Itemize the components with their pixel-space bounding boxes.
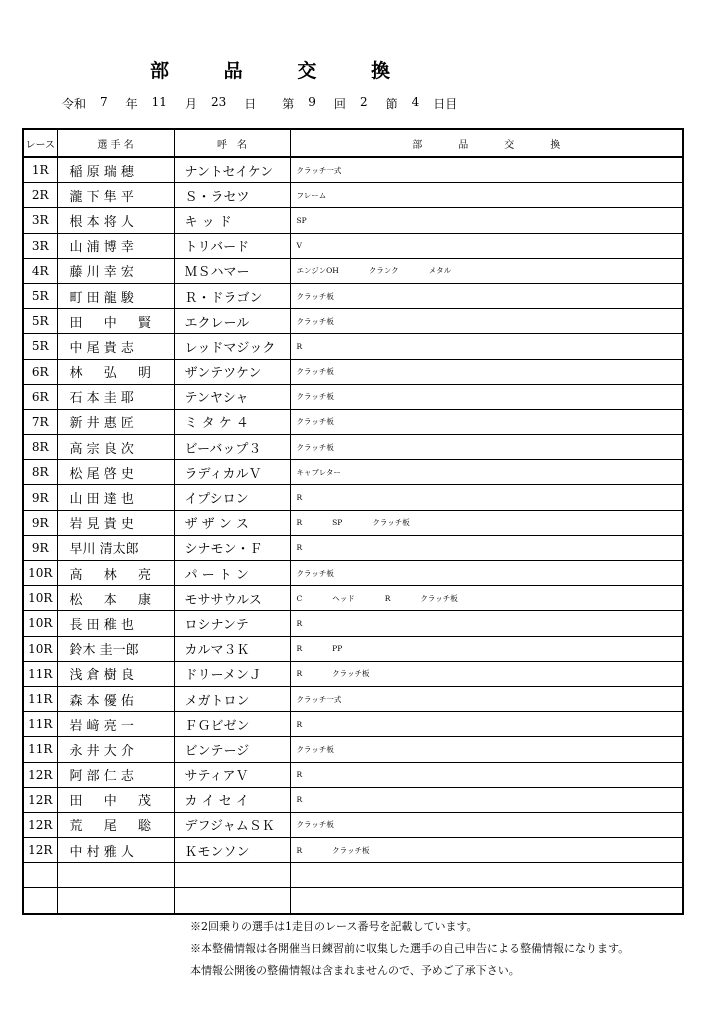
part-item: クラッチ板 — [296, 316, 334, 326]
table-row — [23, 787, 683, 812]
racer-name: 藤 川 幸 宏 — [57, 258, 174, 283]
parts-list — [290, 460, 683, 485]
part-item: R — [296, 341, 303, 351]
racer-name: 田 中 茂 — [57, 787, 174, 812]
racer-name: 稲 原 瑞 穂 — [57, 157, 174, 183]
race-number: 5R — [23, 334, 57, 359]
race-number: 2R — [23, 183, 57, 208]
nickname: Ｒ・ドラゴン — [174, 283, 290, 308]
part-item: クラッチ板 — [296, 367, 334, 377]
race-number: 9R — [23, 510, 57, 535]
nickname: ナントセイケン — [174, 157, 290, 183]
race-number: 12R — [23, 838, 57, 863]
table-row — [23, 812, 683, 837]
part-item: エンジンOH — [296, 266, 339, 276]
parts-list — [290, 233, 683, 258]
racer-name: 荒 尾 聡 — [57, 812, 174, 837]
parts-list — [290, 838, 683, 863]
part-item: クラッチ板 — [420, 593, 458, 603]
parts-list — [290, 686, 683, 711]
part-item: クラッチ板 — [296, 392, 334, 402]
racer-name: 根 本 将 人 — [57, 208, 174, 233]
blank-cell — [174, 863, 290, 888]
parts-list — [290, 309, 683, 334]
part-item: C — [296, 593, 303, 603]
parts-list — [290, 787, 683, 812]
nickname: イプシロン — [174, 485, 290, 510]
table-row — [23, 535, 683, 560]
table-row — [23, 183, 683, 208]
table-row — [23, 510, 683, 535]
nickname: レッドマジック — [174, 334, 290, 359]
part-item: フレーム — [296, 190, 327, 200]
table-row — [23, 611, 683, 636]
parts-list — [290, 812, 683, 837]
racer-name: 山 田 達 也 — [57, 485, 174, 510]
race-number: 11R — [23, 712, 57, 737]
title-char: 交 — [297, 60, 317, 82]
blank-cell — [57, 863, 174, 888]
header-parts — [290, 129, 683, 157]
racer-name: 早川 清太郎 — [57, 535, 174, 560]
race-number: 11R — [23, 686, 57, 711]
parts-list — [290, 712, 683, 737]
racer-name: 岩 﨑 亮 一 — [57, 712, 174, 737]
race-number: 4R — [23, 258, 57, 283]
part-item: R — [296, 719, 303, 729]
date-part: 11 — [151, 95, 167, 109]
nickname: キ ッ ド — [174, 208, 290, 233]
racer-name: 阿 部 仁 志 — [57, 762, 174, 787]
part-item: クラッチ板 — [332, 845, 370, 855]
racer-name: 鈴木 圭一郎 — [57, 636, 174, 661]
racer-name: 松 本 康 — [57, 586, 174, 611]
table-row — [23, 359, 683, 384]
nickname: ミ タ ケ ４ — [174, 409, 290, 434]
table-body — [23, 157, 683, 914]
date-line — [62, 95, 457, 111]
racer-name: 中 村 雅 人 — [57, 838, 174, 863]
table-row — [23, 712, 683, 737]
parts-list — [290, 762, 683, 787]
racer-name: 瀧 下 隼 平 — [57, 183, 174, 208]
parts-list — [290, 359, 683, 384]
table-row — [23, 686, 683, 711]
race-number: 9R — [23, 535, 57, 560]
header-parts-char: 交 — [504, 139, 515, 151]
nickname: シナモン・Ｆ — [174, 535, 290, 560]
nickname: ザ ザ ン ス — [174, 510, 290, 535]
table-row — [23, 460, 683, 485]
nickname: ドリーメンＪ — [174, 661, 290, 686]
part-item: R — [296, 493, 303, 503]
part-item: R — [296, 770, 303, 780]
nickname: テンヤシャ — [174, 384, 290, 409]
blank-cell — [23, 863, 57, 888]
racer-name: 中 尾 貴 志 — [57, 334, 174, 359]
part-item: R — [296, 618, 303, 628]
parts-exchange-table — [22, 128, 684, 915]
date-part: 第 — [282, 97, 295, 111]
parts-list — [290, 611, 683, 636]
part-item: クラッチ板 — [296, 744, 334, 754]
blank-cell — [57, 888, 174, 914]
table-row — [23, 485, 683, 510]
table-row — [23, 586, 683, 611]
date-part: 9 — [308, 95, 316, 109]
part-item: クラッチ板 — [296, 291, 334, 301]
race-number: 10R — [23, 636, 57, 661]
parts-list — [290, 183, 683, 208]
race-number: 5R — [23, 283, 57, 308]
part-item: R — [296, 644, 303, 654]
part-item: R — [296, 795, 303, 805]
race-number: 10R — [23, 611, 57, 636]
parts-list — [290, 636, 683, 661]
racer-name: 松 尾 啓 史 — [57, 460, 174, 485]
racer-name: 石 本 圭 耶 — [57, 384, 174, 409]
race-number: 12R — [23, 762, 57, 787]
part-item: クラッチ一式 — [296, 165, 342, 175]
title-char: 部 — [150, 60, 170, 82]
race-number: 8R — [23, 435, 57, 460]
parts-list — [290, 661, 683, 686]
race-number: 3R — [23, 233, 57, 258]
race-number: 12R — [23, 812, 57, 837]
nickname: パ ー ト ン — [174, 561, 290, 586]
nickname: ビーバップ３ — [174, 435, 290, 460]
nickname: エクレール — [174, 309, 290, 334]
parts-list — [290, 384, 683, 409]
race-number: 8R — [23, 460, 57, 485]
racer-name: 長 田 稚 也 — [57, 611, 174, 636]
table-row — [23, 661, 683, 686]
table-row — [23, 233, 683, 258]
nickname: カ イ セ イ — [174, 787, 290, 812]
header-parts-char: 部 — [412, 139, 423, 151]
part-item: クラッチ板 — [296, 442, 334, 452]
table-row — [23, 435, 683, 460]
blank-cell — [290, 863, 683, 888]
race-number: 3R — [23, 208, 57, 233]
part-item: クラッチ板 — [372, 518, 410, 528]
table-row — [23, 208, 683, 233]
part-item: クラッチ板 — [332, 669, 370, 679]
date-part: 2 — [359, 95, 368, 109]
race-number: 6R — [23, 384, 57, 409]
table-row — [23, 737, 683, 762]
racer-name: 高 宗 良 次 — [57, 435, 174, 460]
table-row — [23, 283, 683, 308]
table-row — [23, 762, 683, 787]
parts-list — [290, 561, 683, 586]
race-number: 12R — [23, 787, 57, 812]
part-item: R — [296, 543, 303, 553]
racer-name: 林 弘 明 — [57, 359, 174, 384]
nickname: ロシナンテ — [174, 611, 290, 636]
racer-name: 岩 見 貴 史 — [57, 510, 174, 535]
blank-row — [23, 888, 683, 914]
parts-list — [290, 535, 683, 560]
parts-list — [290, 208, 683, 233]
racer-name: 新 井 惠 匠 — [57, 409, 174, 434]
racer-name: 山 浦 博 幸 — [57, 233, 174, 258]
date-part: 7 — [100, 95, 108, 109]
part-item: SP — [296, 215, 307, 225]
table-row — [23, 258, 683, 283]
part-item: クランク — [368, 266, 399, 276]
part-item: クラッチ板 — [296, 568, 334, 578]
note-3: 本情報公開後の整備情報は含まれませんので、予めご了承下さい。 — [190, 964, 520, 977]
header-racer-name: 選 手 名 — [57, 129, 174, 157]
table-row — [23, 636, 683, 661]
nickname: ザンテツケン — [174, 359, 290, 384]
blank-cell — [174, 888, 290, 914]
race-number: 10R — [23, 561, 57, 586]
race-number: 11R — [23, 737, 57, 762]
table-row — [23, 157, 683, 183]
parts-list — [290, 737, 683, 762]
table-row — [23, 409, 683, 434]
part-item: R — [384, 593, 391, 603]
race-number: 5R — [23, 309, 57, 334]
parts-list — [290, 485, 683, 510]
race-number: 9R — [23, 485, 57, 510]
date-part: 令和 — [62, 97, 87, 111]
title-char: 換 — [370, 60, 390, 82]
header-race: レース — [23, 129, 57, 157]
part-item: クラッチ板 — [296, 820, 334, 830]
date-part: 回 — [333, 97, 346, 111]
header-parts-char: 品 — [458, 139, 469, 151]
nickname: デフジャムＳＫ — [174, 812, 290, 837]
race-number: 6R — [23, 359, 57, 384]
note-1: ※2回乗りの選手は1走目のレース番号を記載しています。 — [190, 920, 478, 933]
parts-list — [290, 157, 683, 183]
part-item: クラッチ板 — [296, 417, 334, 427]
racer-name: 浅 倉 樹 良 — [57, 661, 174, 686]
part-item: ヘッド — [332, 593, 355, 603]
parts-list — [290, 435, 683, 460]
race-number: 1R — [23, 157, 57, 183]
part-item: メタル — [428, 266, 452, 276]
parts-list — [290, 283, 683, 308]
date-part: 4 — [411, 95, 420, 109]
part-item: SP — [332, 518, 343, 528]
date-part: 日 — [244, 97, 257, 111]
parts-list — [290, 258, 683, 283]
nickname: ＭＳハマー — [174, 258, 290, 283]
date-part: 年 — [125, 97, 138, 111]
part-item: PP — [332, 644, 343, 654]
nickname: ラディカルＶ — [174, 460, 290, 485]
table-row — [23, 838, 683, 863]
nickname: Ｓ・ラセツ — [174, 183, 290, 208]
nickname: メガトロン — [174, 686, 290, 711]
part-item: クラッチ一式 — [296, 694, 342, 704]
table-row — [23, 384, 683, 409]
racer-name: 町 田 龍 駿 — [57, 283, 174, 308]
title-char: 品 — [223, 60, 243, 82]
date-part: 23 — [210, 95, 227, 109]
blank-cell — [290, 888, 683, 914]
nickname: トリバード — [174, 233, 290, 258]
table-row — [23, 334, 683, 359]
notes — [190, 916, 629, 982]
date-part: 日目 — [433, 97, 458, 111]
part-item: キャブレター — [296, 467, 341, 477]
date-part: 月 — [184, 97, 197, 111]
racer-name: 永 井 大 介 — [57, 737, 174, 762]
race-number: 7R — [23, 409, 57, 434]
nickname: ＦＧビゼン — [174, 712, 290, 737]
parts-list — [290, 409, 683, 434]
part-item: V — [296, 241, 302, 251]
blank-row — [23, 863, 683, 888]
nickname: サティアＶ — [174, 762, 290, 787]
nickname: モササウルス — [174, 586, 290, 611]
parts-list — [290, 334, 683, 359]
blank-cell — [23, 888, 57, 914]
race-number: 11R — [23, 661, 57, 686]
table-row — [23, 309, 683, 334]
note-2: ※本整備情報は各開催当日練習前に収集した選手の自己申告による整備情報になります。 — [190, 942, 630, 955]
header-nickname: 呼 名 — [174, 129, 290, 157]
table-row — [23, 561, 683, 586]
nickname: ビンテージ — [174, 737, 290, 762]
nickname: カルマ３Ｋ — [174, 636, 290, 661]
date-part: 節 — [385, 97, 398, 111]
page-title — [150, 56, 390, 82]
parts-list — [290, 586, 683, 611]
header-parts-char: 換 — [550, 139, 561, 151]
part-item: R — [296, 669, 303, 679]
parts-list — [290, 510, 683, 535]
racer-name: 高 林 亮 — [57, 561, 174, 586]
part-item: R — [296, 518, 303, 528]
part-item: R — [296, 845, 303, 855]
racer-name: 田 中 賢 — [57, 309, 174, 334]
racer-name: 森 本 優 佑 — [57, 686, 174, 711]
race-number: 10R — [23, 586, 57, 611]
table-header-row — [23, 129, 683, 157]
nickname: Ｋモンソン — [174, 838, 290, 863]
